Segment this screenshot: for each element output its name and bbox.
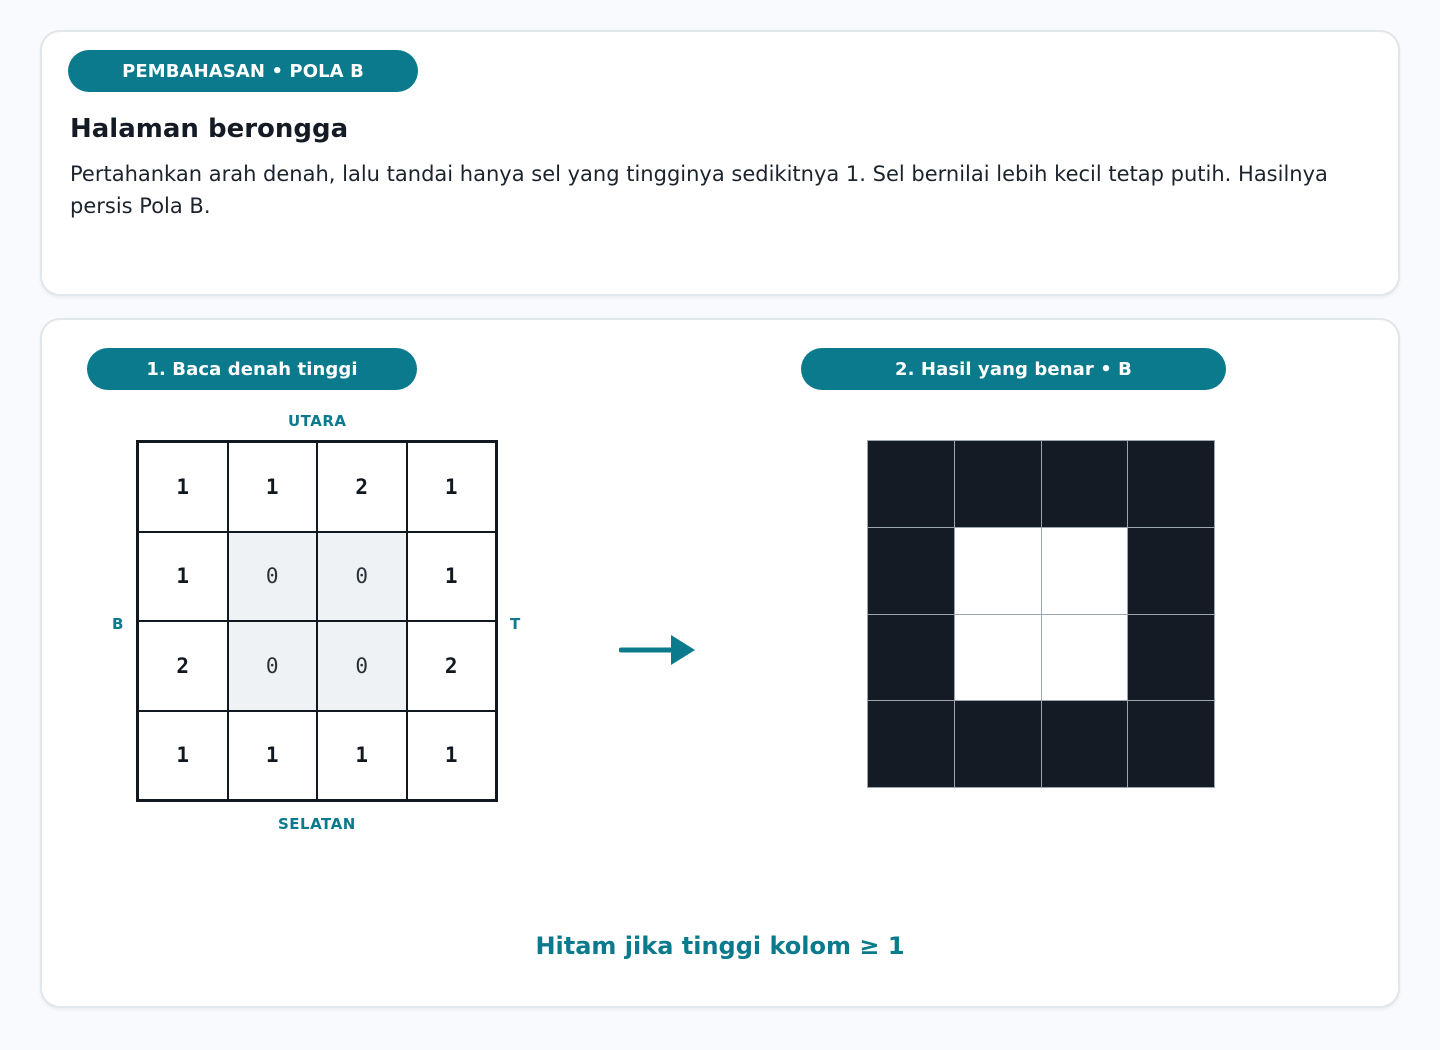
empty-cell bbox=[1042, 528, 1128, 614]
height-cell: 1 bbox=[228, 442, 318, 532]
empty-cell bbox=[955, 615, 1041, 701]
height-cell: 1 bbox=[407, 711, 497, 801]
height-cell: 2 bbox=[407, 621, 497, 711]
empty-cell bbox=[1042, 615, 1128, 701]
height-cell: 1 bbox=[138, 442, 228, 532]
filled-cell bbox=[955, 441, 1041, 527]
height-cell: 1 bbox=[138, 532, 228, 622]
section-badge: PEMBAHASAN • POLA B bbox=[68, 50, 418, 92]
direction-east-label: T bbox=[510, 615, 521, 633]
filled-cell bbox=[1042, 441, 1128, 527]
height-cell: 1 bbox=[317, 711, 407, 801]
solution-card bbox=[40, 318, 1400, 1008]
filled-cell bbox=[955, 701, 1041, 787]
filled-cell bbox=[1128, 615, 1214, 701]
filled-cell bbox=[868, 615, 954, 701]
filled-cell bbox=[1128, 701, 1214, 787]
height-cell: 0 bbox=[228, 621, 318, 711]
height-cell: 0 bbox=[317, 532, 407, 622]
rule-caption: Hitam jika tinggi kolom ≥ 1 bbox=[535, 932, 905, 960]
direction-north-label: UTARA bbox=[288, 412, 347, 430]
height-cell: 1 bbox=[407, 442, 497, 532]
height-cell: 2 bbox=[317, 442, 407, 532]
explanation-title: Halaman berongga bbox=[70, 114, 349, 144]
filled-cell bbox=[868, 701, 954, 787]
filled-cell bbox=[1128, 441, 1214, 527]
height-cell: 2 bbox=[138, 621, 228, 711]
right-arrow-icon bbox=[619, 632, 697, 668]
direction-west-label: B bbox=[112, 615, 124, 633]
height-cell: 0 bbox=[228, 532, 318, 622]
height-cell: 1 bbox=[228, 711, 318, 801]
step1-label: 1. Baca denah tinggi bbox=[87, 348, 417, 390]
filled-cell bbox=[868, 528, 954, 614]
explanation-card bbox=[40, 30, 1400, 296]
filled-cell bbox=[1128, 528, 1214, 614]
height-cell: 1 bbox=[138, 711, 228, 801]
height-cell: 0 bbox=[317, 621, 407, 711]
height-cell: 1 bbox=[407, 532, 497, 622]
filled-cell bbox=[868, 441, 954, 527]
height-map-grid bbox=[136, 440, 498, 802]
direction-south-label: SELATAN bbox=[278, 815, 356, 833]
filled-cell bbox=[1042, 701, 1128, 787]
step2-label: 2. Hasil yang benar • B bbox=[801, 348, 1226, 390]
explanation-text: Pertahankan arah denah, lalu tandai hanya sel yang tingginya sedikitnya 1. Sel bernilai lebih kecil tetap putih. Hasilnya persis Pola B. bbox=[70, 162, 1328, 218]
result-pattern-grid bbox=[867, 440, 1215, 788]
empty-cell bbox=[955, 528, 1041, 614]
